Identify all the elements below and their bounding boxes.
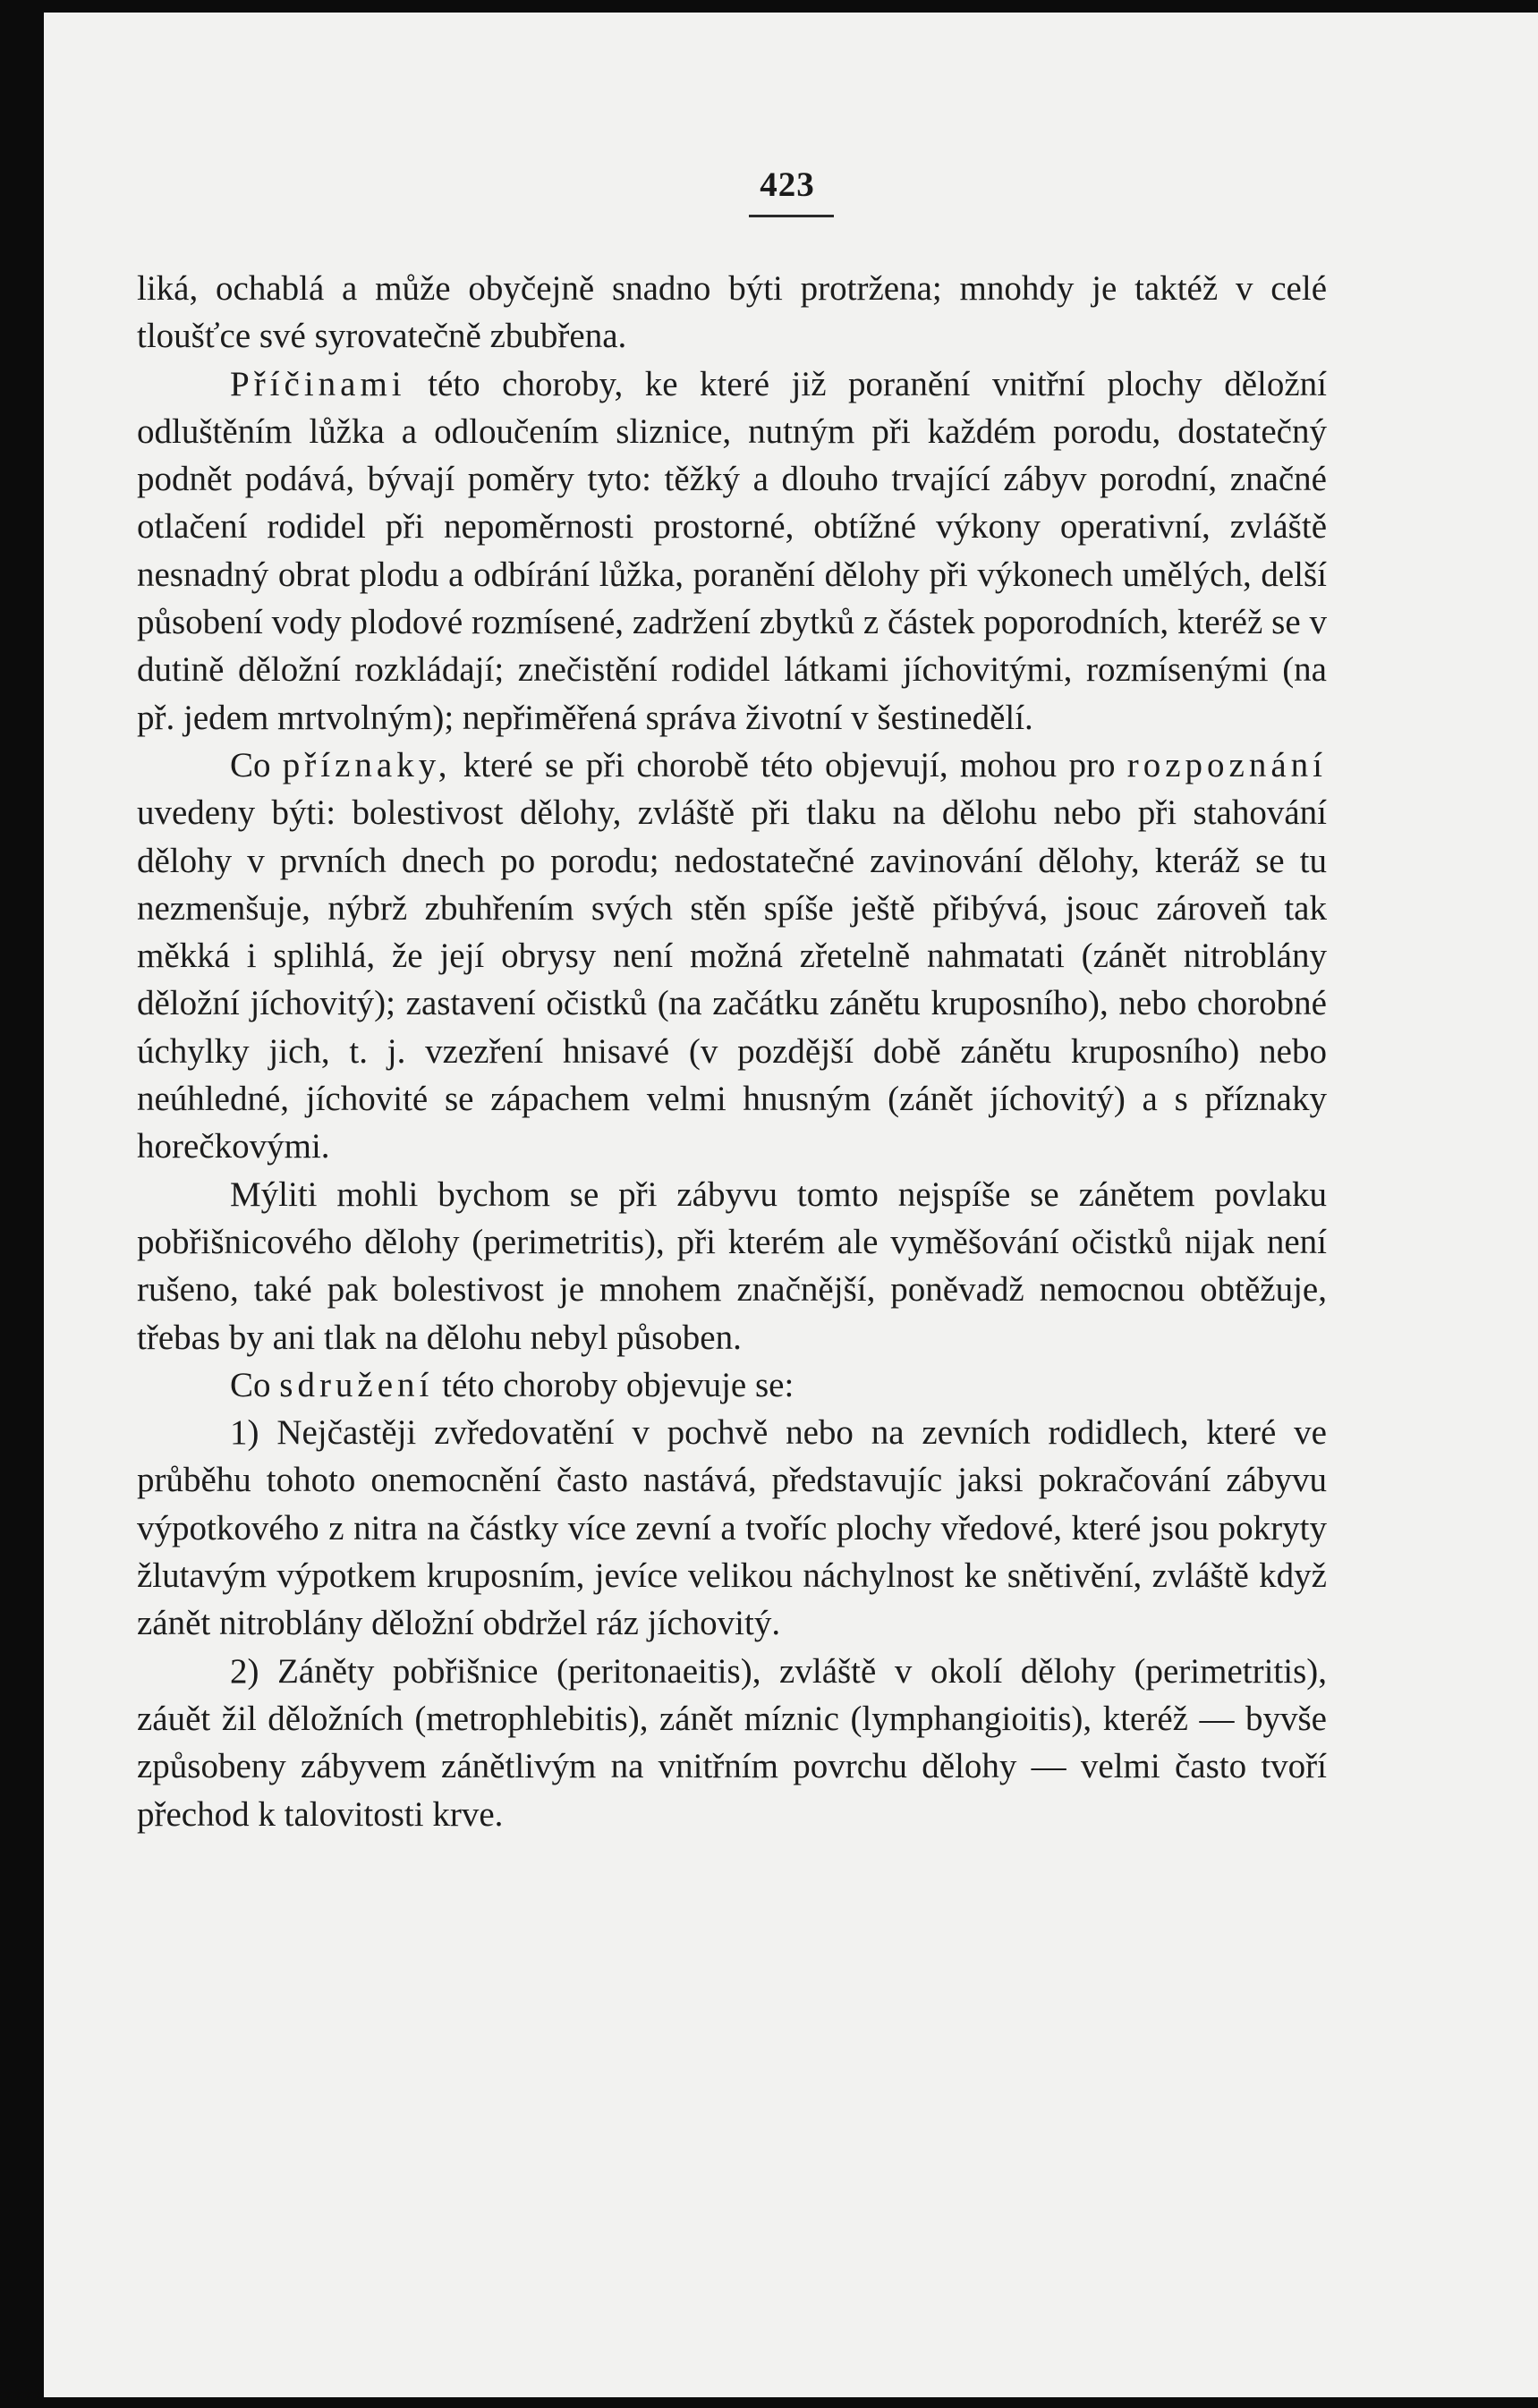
paragraph-text: 1) Nejčastěji zvředovatění v pochvě nebo na zevních rodidlech, které ve průběhu tohoto onemocnění často nastává, představujíc jaksi pokračování zábyvu výpotkového z nitra na částky více zevní a tvoříc plochy vředové, které jsou pokryty žlutavým výpotkem kruposním, jevíce velikou náchylnost ke snětivění, zvláště když zánět nitroblány děložní obdržel ráz jíchovitý. (137, 1413, 1327, 1643)
paragraph (137, 1409, 1327, 1647)
paragraph-text: 2) Záněty pobřišnice (peritonaeitis), zvláště v okolí dělohy (perimetritis), záuět žil děložních (metrophlebitis), zánět míznic (lymphangioitis), kteréž — byvše způsobeny zábyvem zánětlivým na vnitřním povrchu dělohy — velmi často tvoří přechod k talovitosti krve. (137, 1651, 1327, 1834)
body-text (137, 265, 1327, 1838)
paragraph-text: Co (230, 745, 283, 784)
paragraph-text: této choroby objevuje se: (433, 1365, 794, 1404)
paragraph-text: uvedeny býti: bolestivost dělohy, zvláště při tlaku na dělohu nebo při stahování dělohy v prvních dnech po porodu; nedostatečné zavinování dělohy, kteráž se tu nezmenšuje, nýbrž zbuhřením svých stěn spíše ještě přibývá, jsouc zároveň tak měkká i splihlá, že její obrysy není možná zřetelně nahmatati (zánět nitroblány děložní jíchovitý); zastavení očistků (na začátku zánětu kruposního), nebo chorobné úchylky jich, t. j. vzezření hnisavé (v pozdější době zánětu kruposního) nebo neúhledné, jíchovité se zápachem velmi hnusným (zánět jíchovitý) a s příznaky horečkovými. (137, 793, 1327, 1166)
paragraph (137, 1648, 1327, 1838)
spaced-term: příznaky, (282, 745, 452, 784)
paragraph (137, 1361, 1327, 1409)
paragraph-text: této choroby, ke které již poranění vnitřní plochy děložní odluštěním lůžka a odloučením sliznice, nutným při každém porodu, dostatečný podnět podává, bývají poměry tyto: těžký a dlouho trvající zábyv porodní, značné otlačení rodidel při nepoměrnosti prostorné, obtížné výkony operativní, zvláště nesnadný obrat plodu a odbírání lůžka, poranění dělohy při výkonech umělých, delší působení vody plodové rozmísené, zadržení zbytků z částek poporodních, kteréž se v dutině děložní rozkládají; znečistění rodidel látkami jíchovitými, rozmísenými (na př. jedem mrtvolným); nepřiměřená správa životní v šestinedělí. (137, 364, 1327, 737)
spaced-term: Příčinami (230, 364, 406, 403)
paragraph (137, 265, 1327, 360)
paragraph (137, 1171, 1327, 1361)
paragraph-text: které se při chorobě této objevují, mohou pro (451, 745, 1127, 784)
book-page (44, 13, 1538, 2397)
page-number-underline (749, 215, 834, 217)
paragraph-text: liká, ochablá a může obyčejně snadno býti protržena; mnohdy je taktéž v celé tloušťce své syrovatečně zbubřena. (137, 269, 1327, 356)
paragraph (137, 360, 1327, 742)
paragraph-text: Co (230, 1365, 280, 1404)
paragraph (137, 742, 1327, 1171)
spaced-term: sdružení (279, 1365, 434, 1404)
page-number: 423 (760, 165, 815, 204)
spaced-term: rozpoznání (1126, 745, 1327, 784)
paragraph-text: Mýliti mohli bychom se při zábyvu tomto nejspíše se zánětem povlaku pobřišnicového dělohy (perimetritis), při kterém ale vyměšování očistků nijak není rušeno, také pak bolestivost je mnohem značnější, poněvadž nemocnou obtěžuje, třebas by ani tlak na dělohu nebyl působen. (137, 1174, 1327, 1357)
